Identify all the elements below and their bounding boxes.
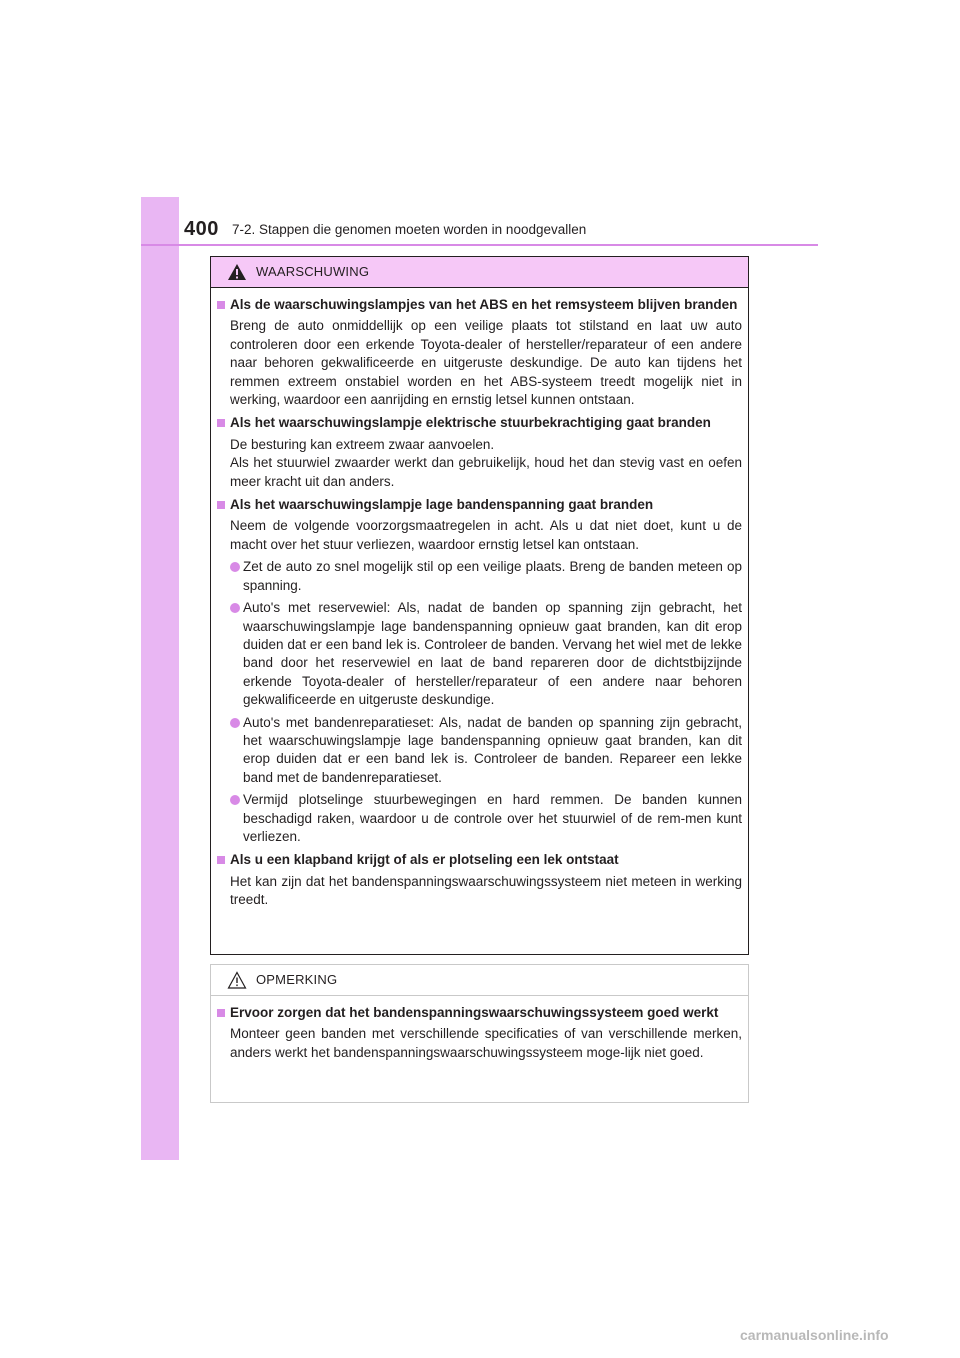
section-title: Als u een klapband krijgt of als er plotseling een lek ontstaat — [217, 851, 742, 869]
round-bullet-icon — [230, 562, 240, 572]
square-bullet-icon — [217, 856, 225, 864]
square-bullet-icon — [217, 301, 225, 309]
section-title: Als het waarschuwingslampje elektrische stuurbekrachtiging gaat branden — [217, 414, 742, 432]
section-title: Ervoor zorgen dat het bandenspanningswaarschuwingssysteem goed werkt — [217, 1004, 742, 1022]
section-paragraph: Monteer geen banden met verschillende specificaties of van verschillende merken, anders werkt het bandenspanningswaarschuwingssysteem moge-lijk niet goed. — [230, 1026, 742, 1060]
watermark-logo: carmanualsonline.info — [740, 1327, 889, 1343]
warning-triangle-icon — [227, 263, 247, 281]
square-bullet-icon — [217, 1009, 225, 1017]
warning-section-steering — [217, 414, 742, 491]
warning-box — [210, 256, 749, 955]
round-bullet-icon — [230, 795, 240, 805]
warning-section-blowout — [217, 851, 742, 909]
warning-header — [211, 257, 748, 288]
section-paragraph: Breng de auto onmiddellijk op een veilige plaats tot stilstand en laat uw auto controleren door een erkende Toyota-dealer of hersteller/reparateur of een andere naar behoren gekwalificeerde en uitgeruste deskundige. De auto kan tijdens het remmen extreem onstabiel worden en het ABS-systeem treedt mogelijk niet in werking, waardoor een aanrijding en ernstig letsel kunnen ontstaan. — [230, 318, 742, 408]
note-header — [211, 965, 748, 996]
page-number: 400 — [184, 218, 219, 240]
list-item: Auto's met bandenreparatieset: Als, nadat de banden op spanning zijn gebracht, het waarschuwingslampje lage bandenspanning opnieuw gaat branden, kan dit erop duiden dat er een band lek is. Controleer de banden. Repareer een lekke band met de bandenreparatieset. — [217, 714, 742, 788]
round-bullet-icon — [230, 718, 240, 728]
list-item: Zet de auto zo snel mogelijk stil op een veilige plaats. Breng de banden meteen op spanning. — [217, 558, 742, 595]
header-divider — [141, 244, 818, 246]
chapter-side-tab — [141, 197, 179, 1160]
note-section-tpws — [217, 1004, 742, 1062]
warning-section-abs — [217, 296, 742, 409]
note-label: OPMERKING — [256, 972, 338, 987]
warning-label: WAARSCHUWING — [256, 264, 370, 279]
section-title: Als de waarschuwingslampjes van het ABS en het remsysteem blijven branden — [217, 296, 742, 314]
square-bullet-icon — [217, 501, 225, 509]
section-paragraph: Als het stuurwiel zwaarder werkt dan gebruikelijk, houd het dan stevig vast en oefen meer kracht uit dan anders. — [230, 455, 742, 489]
list-item: Vermijd plotselinge stuurbewegingen en hard remmen. De banden kunnen beschadigd raken, waardoor u de controle over het stuurwiel of de rem-men kunt verliezen. — [217, 791, 742, 846]
chapter-title: 7-2. Stappen die genomen moeten worden in noodgevallen — [232, 222, 587, 237]
section-title: Als het waarschuwingslampje lage bandenspanning gaat branden — [217, 496, 742, 514]
list-item: Auto's met reservewiel: Als, nadat de banden op spanning zijn gebracht, het waarschuwingslampje lage bandenspanning opnieuw gaat branden, kan dit erop duiden dat er een band lek is. Controleer de banden. Vervang het wiel met de lekke band door het reservewiel en laat de band repareren door de dichtstbijzijnde erkende Toyota-dealer of hersteller/reparateur of een andere naar behoren gekwalificeerde en uitgeruste deskundige. — [217, 599, 742, 709]
note-box — [210, 964, 749, 1103]
section-paragraph: De besturing kan extreem zwaar aanvoelen. — [230, 436, 495, 452]
caution-triangle-icon — [227, 971, 247, 989]
round-bullet-icon — [230, 603, 240, 613]
warning-section-tire-pressure — [217, 496, 742, 846]
section-paragraph: Neem de volgende voorzorgsmaatregelen in acht. Als u dat niet doet, kunt u de macht over het stuur verliezen, waardoor ernstig letsel kan ontstaan. — [230, 518, 742, 552]
section-paragraph: Het kan zijn dat het bandenspanningswaarschuwingssysteem niet meteen in werking treedt. — [230, 873, 742, 908]
square-bullet-icon — [217, 419, 225, 427]
